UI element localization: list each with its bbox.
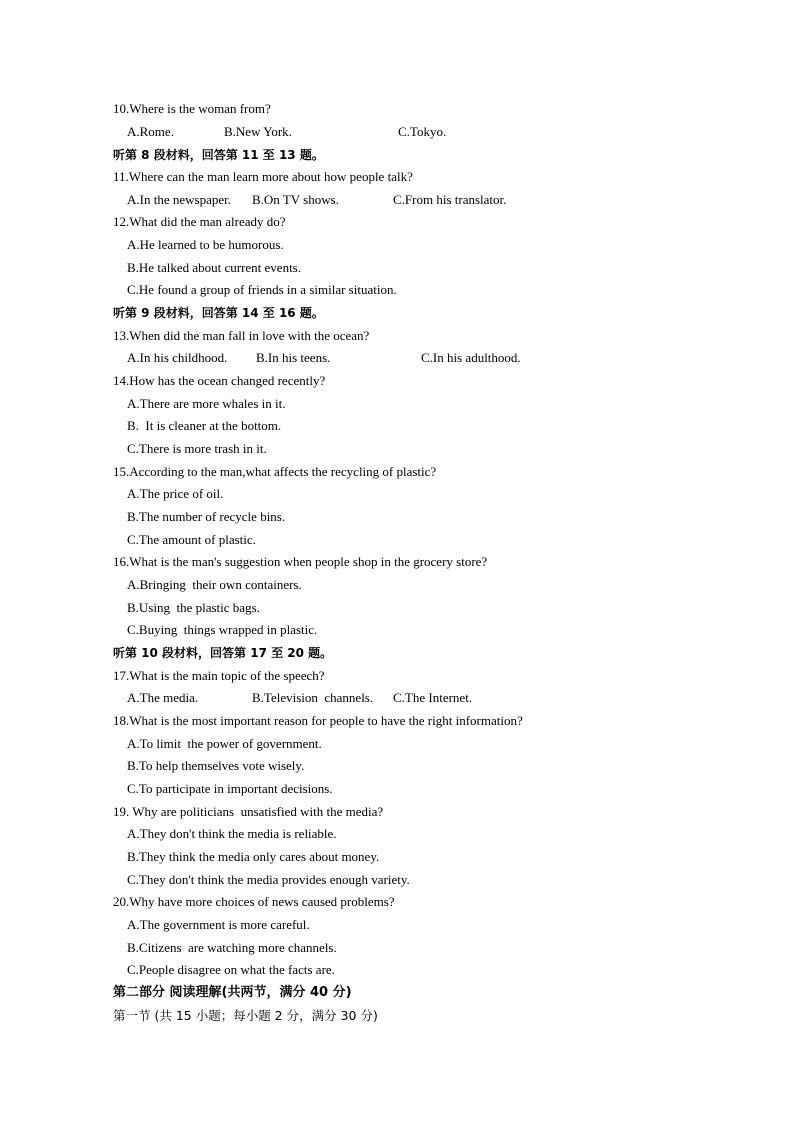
q10-option-b: B.New York. [224,124,292,139]
q10-option-a: A.Rome. [127,124,174,139]
q17-option-a: A.The media. [127,690,199,705]
q11-option-b: B.On TV shows. [252,192,339,207]
q15-option-b: B.The number of recycle bins. [127,509,286,524]
q14-option-a: A.There are more whales in it. [127,396,286,411]
q16-option-b: B.Using the plastic bags. [127,600,260,615]
question-15: 15.According to the man,what affects the recycling of plastic? [113,464,437,479]
question-18: 18.What is the most important reason for people to have the right information? [113,713,523,728]
question-10: 10.Where is the woman from? [113,101,271,116]
q18-option-a: A.To limit the power of government. [127,736,322,751]
section-10-heading: 听第 10 段材料，回答第 17 至 20 题。 [113,646,333,660]
q15-option-c: C.The amount of plastic. [127,532,256,547]
q10-option-c: C.Tokyo. [398,124,447,139]
q18-option-c: C.To participate in important decisions. [127,781,333,796]
question-19: 19. Why are politicians unsatisfied with the media? [113,804,384,819]
q13-option-a: A.In his childhood. [127,350,228,365]
section-9-heading: 听第 9 段材料，回答第 14 至 16 题。 [113,306,324,320]
question-11: 11.Where can the man learn more about how people talk? [113,169,413,184]
q20-option-a: A.The government is more careful. [127,917,310,932]
part-2-section-1-heading: 第一节 (共 15 小题；每小题 2 分，满分 30 分) [113,1008,378,1023]
question-13: 13.When did the man fall in love with the ocean? [113,328,370,343]
q15-option-a: A.The price of oil. [127,486,224,501]
q12-option-c: C.He found a group of friends in a similar situation. [127,282,397,297]
q16-option-a: A.Bringing their own containers. [127,577,302,592]
q20-option-c: C.People disagree on what the facts are. [127,962,335,977]
q20-option-b: B.Citizens are watching more channels. [127,940,337,955]
q12-option-b: B.He talked about current events. [127,260,301,275]
question-16: 16.What is the man's suggestion when people shop in the grocery store? [113,554,488,569]
question-20: 20.Why have more choices of news caused problems? [113,894,395,909]
q19-option-c: C.They don't think the media provides enough variety. [127,872,410,887]
part-2-heading: 第二部分 阅读理解(共两节，满分 40 分) [113,985,352,1000]
q13-option-c: C.In his adulthood. [421,350,521,365]
q16-option-c: C.Buying things wrapped in plastic. [127,622,318,637]
q17-option-c: C.The Internet. [393,690,473,705]
section-8-heading: 听第 8 段材料，回答第 11 至 13 题。 [113,148,324,162]
question-12: 12.What did the man already do? [113,214,286,229]
q11-option-a: A.In the newspaper. [127,192,231,207]
question-17: 17.What is the main topic of the speech? [113,668,325,683]
q14-option-b: B. It is cleaner at the bottom. [127,418,282,433]
q18-option-b: B.To help themselves vote wisely. [127,758,305,773]
q13-option-b: B.In his teens. [256,350,331,365]
q17-option-b: B.Television channels. [252,690,374,705]
q11-option-c: C.From his translator. [393,192,507,207]
q19-option-a: A.They don't think the media is reliable. [127,826,337,841]
question-14: 14.How has the ocean changed recently? [113,373,326,388]
q12-option-a: A.He learned to be humorous. [127,237,284,252]
q14-option-c: C.There is more trash in it. [127,441,267,456]
q19-option-b: B.They think the media only cares about money. [127,849,380,864]
